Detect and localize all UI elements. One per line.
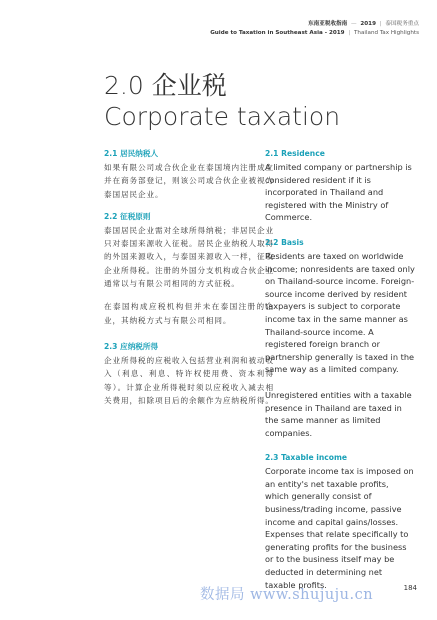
basis-paragraph-1-zh: 泰国居民企业需对全球所得纳税；非居民企业只对泰国来源收入征税。居民企业纳税人取得的外国来源收入，与泰国来源收入一样，征收企业所得税。注册的外国分支机构或合伙企业通常以与有限公司相同的方式征税。 [104, 225, 274, 289]
residence-heading-zh: 2.1 居民纳税人 [104, 149, 159, 158]
basis-paragraph-2-zh: 在泰国构成应税机构但并未在泰国注册的企业，其纳税方式与有限公司相同。 [104, 302, 274, 325]
watermark: 数据局 www.shujuju.cn [200, 587, 374, 603]
taxable-income-paragraph-zh: 企业所得税的应税收入包括营业利润和被动收入（利息、利息、特许权使用费、资本利得等）。计算企业所得税时须以应税收入减去相关费用，扣除项目后的余额作为应纳税所得。 [104, 355, 274, 405]
residence-paragraph-en: A limited company or partnership is considered resident if it is incorporated in Thailand and registered with the Ministry of Commerce. [265, 162, 412, 223]
header-section-zh: 泰国税务重点 [385, 21, 419, 27]
residence-paragraph-zh: 如果有限公司或合伙企业在泰国境内注册成立并在商务部登记，则该公司或合伙企业被视为泰国居民企业。 [104, 163, 274, 199]
page-title-en: Corporate taxation [104, 102, 341, 131]
header-divider: | [379, 21, 382, 27]
header-year: 2019 [360, 21, 376, 27]
header-divider-2: | [348, 30, 351, 36]
residence-heading-en: 2.1 Residence [265, 149, 325, 158]
chinese-column [104, 148, 274, 417]
basis-paragraph-1-en: Residents are taxed on worldwide income; nonresidents are taxed only on Thailand-source income. Foreign-source income derived by resident taxpayers is subject to corporate income tax in the same manner as Thailand-source income. A registered foreign branch or partnership generally is taxed in the same way as a limited company. [265, 250, 415, 375]
header-dash: — [351, 21, 357, 27]
basis-heading-en: 2.2 Basis [265, 237, 304, 247]
basis-heading-zh: 2.2 征税原则 [104, 211, 151, 221]
page-title-zh: 2.0 企业税 [104, 71, 227, 100]
running-header [210, 20, 419, 38]
header-section-en: Thailand Tax Highlights [354, 30, 419, 36]
english-column [265, 148, 415, 604]
taxable-income-heading-zh: 2.3 应纳税所得 [104, 341, 159, 351]
page-title [104, 70, 340, 132]
header-guide-title-en: Guide to Taxation in Southeast Asia - 2019 [210, 30, 345, 36]
page-number: 184 [403, 584, 417, 592]
basis-paragraph-2-en: Unregistered entities with a taxable presence in Thailand are taxed in the same manner as limited companies. [265, 389, 412, 438]
taxable-income-heading-en: 2.3 Taxable income [265, 453, 348, 463]
header-guide-title-zh: 东南亚税收指南 [308, 21, 348, 27]
taxable-income-paragraph-en: Corporate income tax is imposed on an entity's net taxable profits, which generally consist of business/trading income, passive income and capital gains/losses. Expenses that relate specifically to generating profits for the business or to the business itself may be deducted in determining net taxable profits. [265, 466, 414, 590]
header-line-1 [210, 20, 419, 29]
header-line-2 [210, 29, 419, 38]
